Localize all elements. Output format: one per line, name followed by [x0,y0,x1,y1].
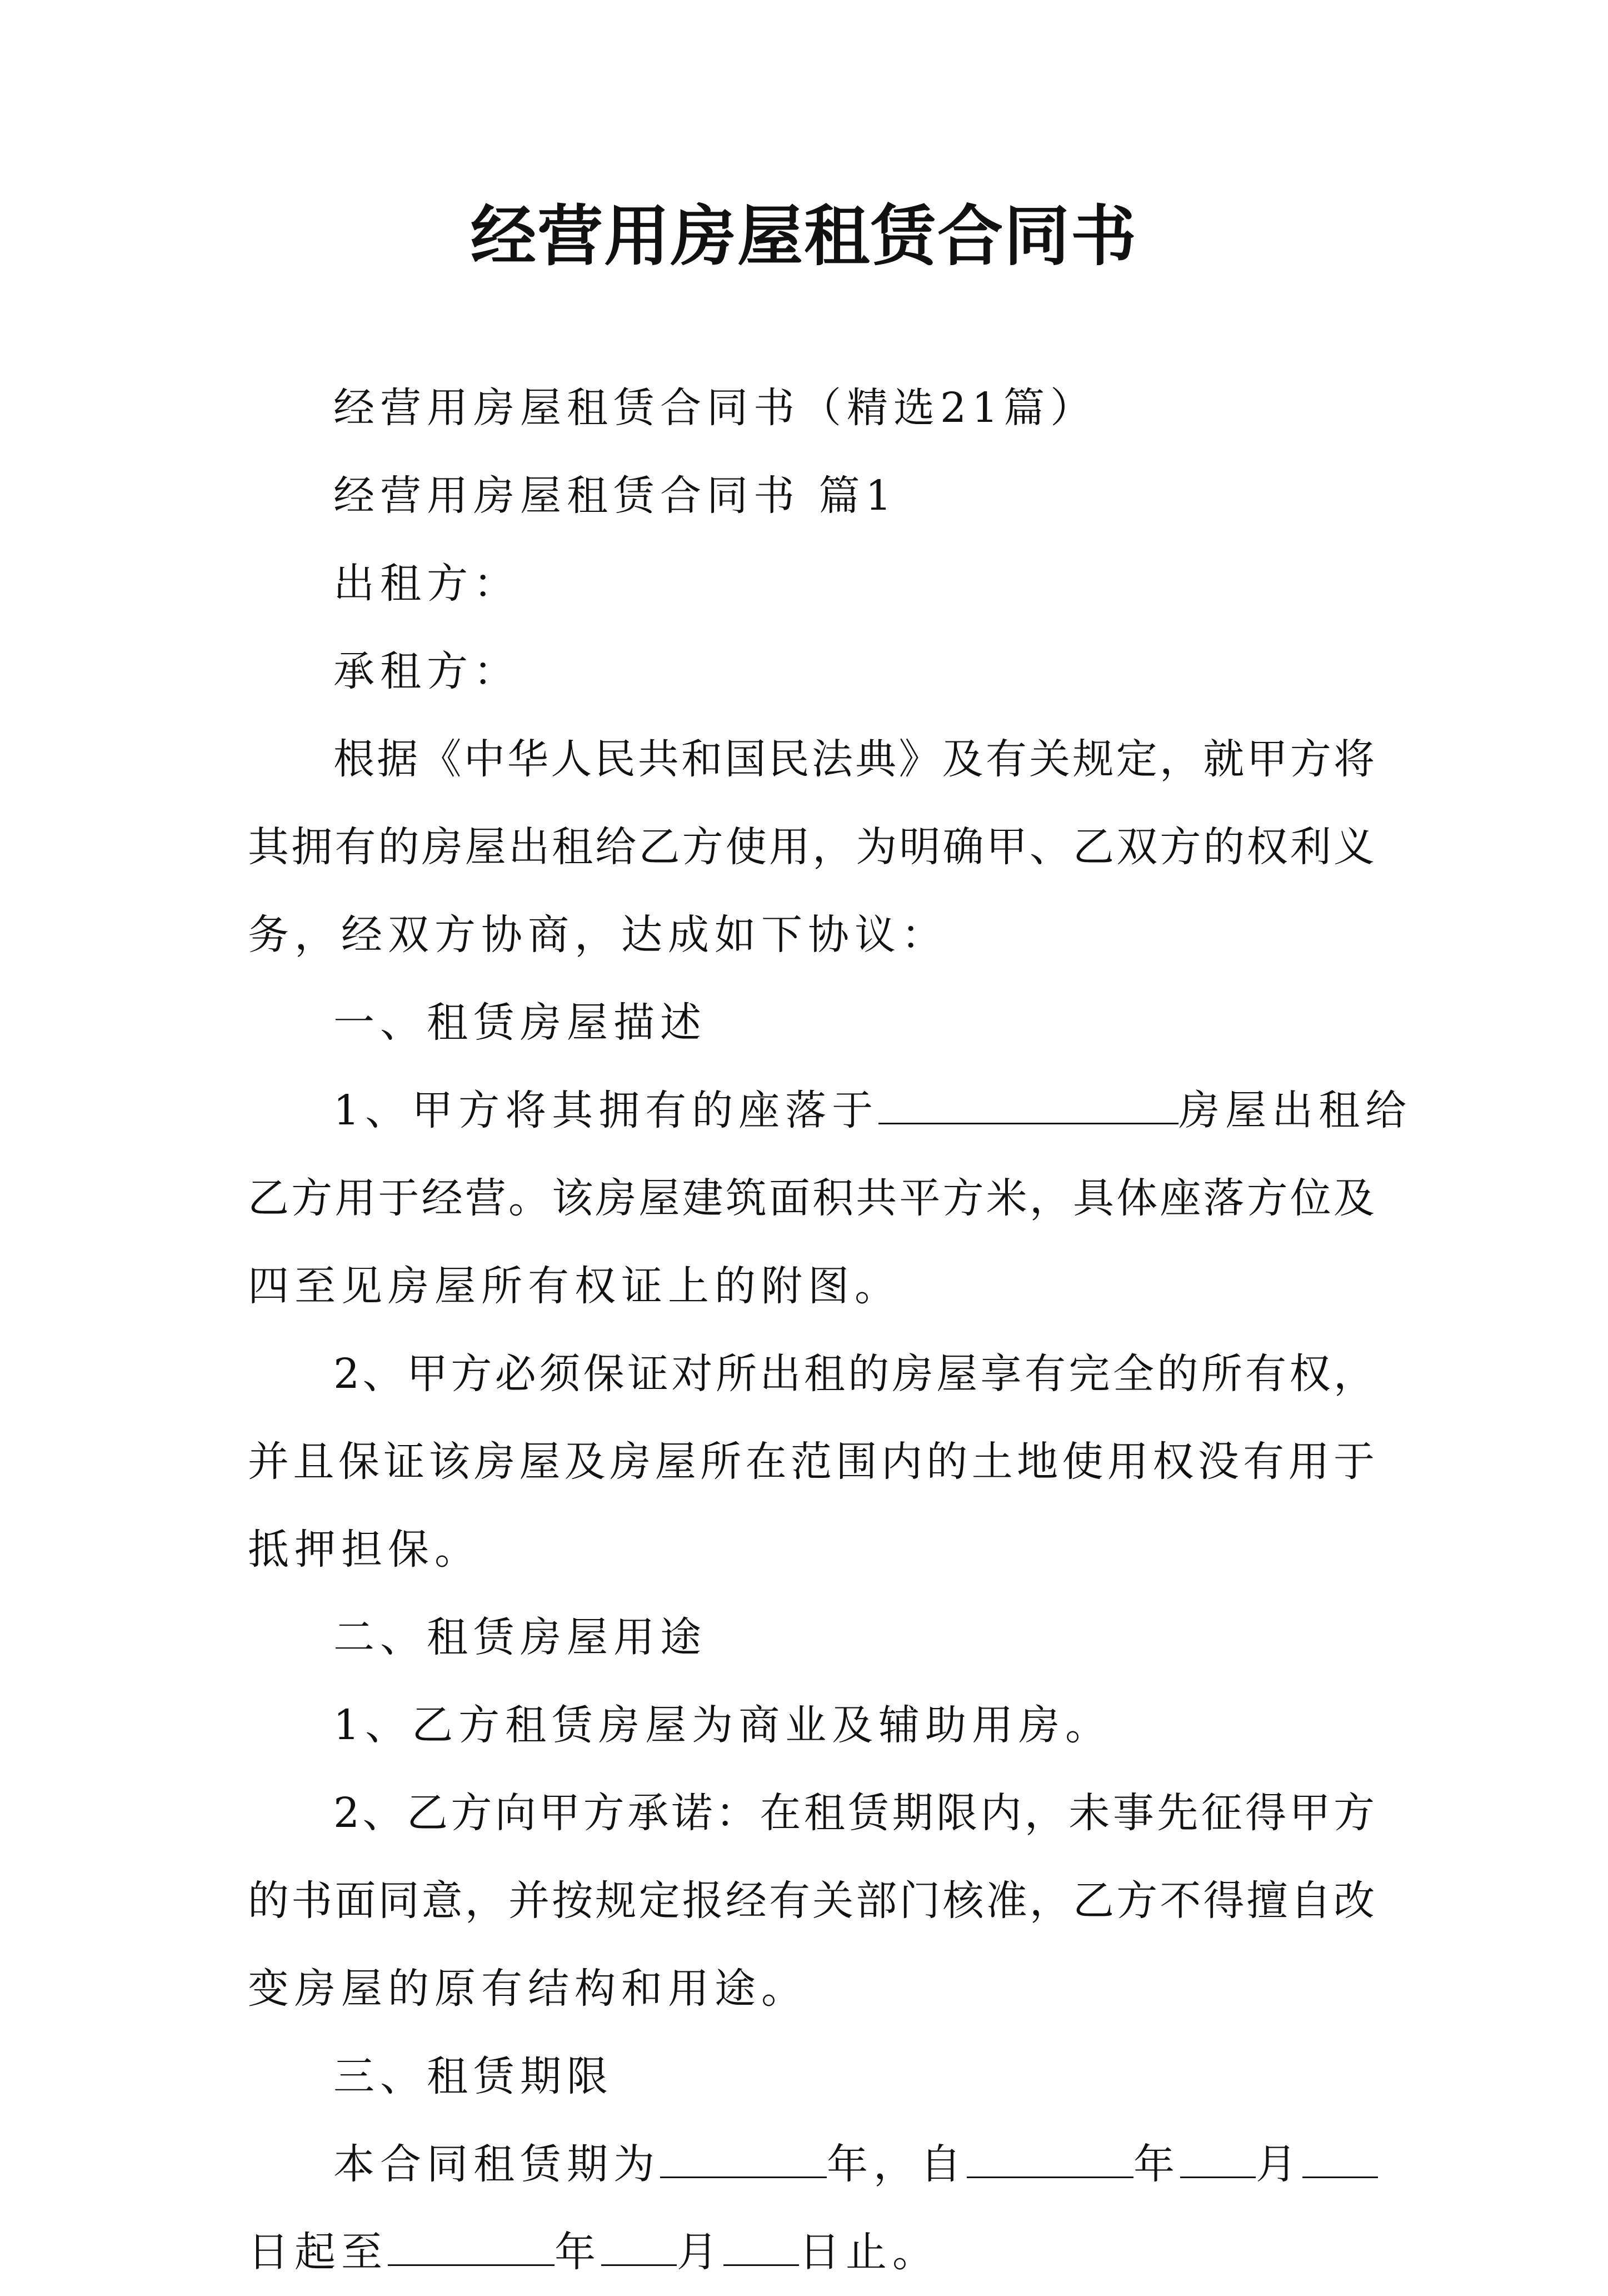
section-1-clause-1-line-1 [248,1067,1412,1154]
section-1-clause-1-line-2: 乙方用于经营。该房屋建筑面积共平方米，具体座落方位及 [248,1174,1375,1222]
intro-line-2: 其拥有的房屋出租给乙方使用，为明确甲、乙双方的权利义 [248,823,1375,871]
start-day-blank [1302,2144,1378,2178]
clause-text: 月 [1256,2140,1302,2188]
end-year-blank [388,2232,555,2266]
document-title: 经营用房屋租赁合同书 [470,198,1137,275]
clause-text: 年 [555,2228,601,2276]
clause-text: 年 [1133,2140,1180,2188]
clause-text: 月 [677,2228,723,2276]
address-blank [878,1090,1178,1124]
clause-text: 本合同租赁期为 [333,2140,660,2188]
lessor-label: 出租方： [333,560,520,607]
clause-text: 日起至 [248,2228,388,2276]
intro-line-1: 根据《中华人民共和国民法典》及有关规定，就甲方将 [333,735,1375,783]
document-body [248,364,1412,2296]
section-2-clause-2-line-3: 变房屋的原有结构和用途。 [248,1965,808,2013]
section-3-clause-line-1 [248,2120,1375,2208]
term-years-blank [660,2144,827,2178]
end-month-blank [601,2232,677,2266]
start-month-blank [1180,2144,1256,2178]
section-2-heading: 二、租赁房屋用途 [333,1613,707,1661]
section-1-heading: 一、租赁房屋描述 [333,999,707,1047]
clause-text: 1、甲方将其拥有的座落于 [333,1087,879,1134]
clause-text: 房屋出租给 [1178,1087,1412,1134]
section-2-clause-2-line-1: 2、乙方向甲方承诺：在租赁期限内，未事先征得甲方 [333,1789,1375,1837]
section-1-clause-2-line-3: 抵押担保。 [248,1526,481,1573]
clause-text: 年，自 [827,2140,967,2188]
end-day-blank [723,2232,799,2266]
lessee-label: 承租方： [333,648,520,695]
start-year-blank [967,2144,1133,2178]
section-3-clause-line-2 [248,2208,1375,2296]
section-3-heading: 三、租赁期限 [333,2053,613,2100]
section-1-clause-1-line-3: 四至见房屋所有权证上的附图。 [248,1262,901,1310]
intro-line-3: 务，经双方协商，达成如下协议： [248,911,948,959]
clause-text: 日止。 [799,2228,939,2276]
subtitle-line: 经营用房屋租赁合同书（精选21篇） [333,384,1097,432]
section-1-clause-2-line-1: 2、甲方必须保证对所出租的房屋享有完全的所有权， [333,1350,1375,1398]
section-2-clause-1: 1、乙方租赁房屋为商业及辅助用房。 [333,1701,1112,1749]
section-2-clause-2-line-2: 的书面同意，并按规定报经有关部门核准，乙方不得擅自改 [248,1877,1375,1925]
piece-heading: 经营用房屋租赁合同书 篇1 [333,472,897,520]
section-1-clause-2-line-2: 并且保证该房屋及房屋所在范围内的土地使用权没有用于 [248,1438,1375,1486]
